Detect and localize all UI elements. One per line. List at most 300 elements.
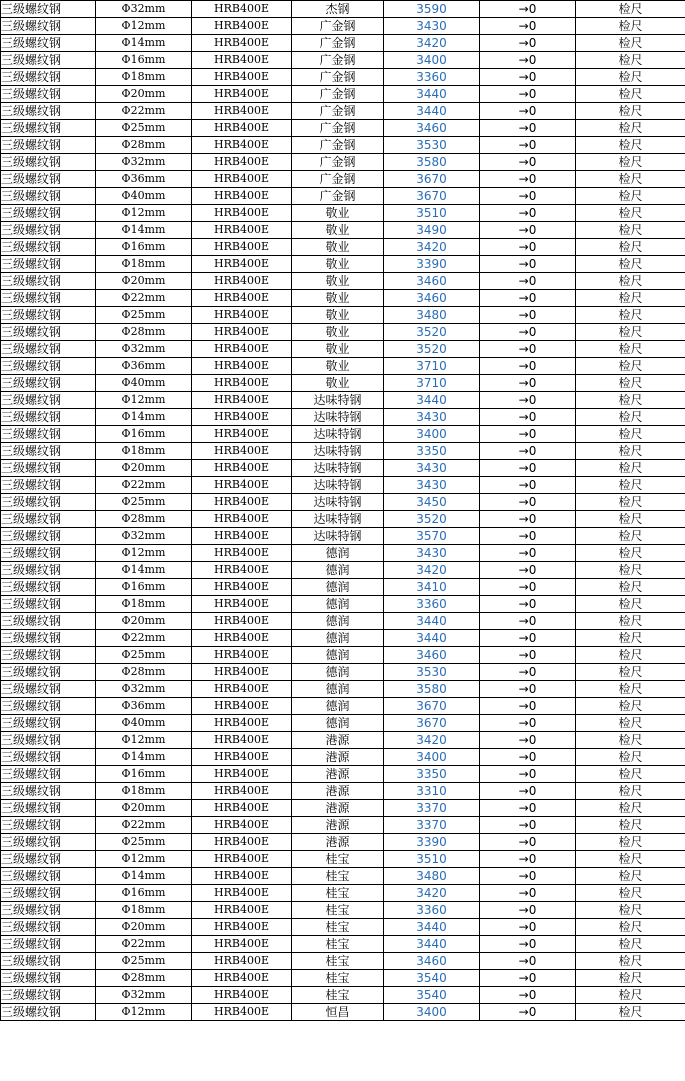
change-cell: →0 (480, 18, 576, 35)
grade-cell: HRB400E (192, 681, 292, 698)
table-row (1, 460, 685, 477)
product-name-cell: 三级螺纹钢 (1, 834, 96, 851)
price-table-body (1, 1, 685, 1021)
mill-cell: 德润 (292, 681, 384, 698)
table-row (1, 154, 685, 171)
product-name-cell: 三级螺纹钢 (1, 732, 96, 749)
table-row (1, 239, 685, 256)
mill-cell: 桂宝 (292, 868, 384, 885)
change-cell: →0 (480, 800, 576, 817)
table-row (1, 936, 685, 953)
product-name-cell: 三级螺纹钢 (1, 154, 96, 171)
product-name-cell: 三级螺纹钢 (1, 545, 96, 562)
mill-cell: 广金钢 (292, 69, 384, 86)
grade-cell: HRB400E (192, 69, 292, 86)
table-row (1, 579, 685, 596)
mill-cell: 港源 (292, 766, 384, 783)
method-cell: 检尺 (576, 902, 685, 919)
mill-cell: 桂宝 (292, 919, 384, 936)
change-cell: →0 (480, 409, 576, 426)
change-cell: →0 (480, 970, 576, 987)
product-name-cell: 三级螺纹钢 (1, 664, 96, 681)
grade-cell: HRB400E (192, 579, 292, 596)
price-cell: 3570 (384, 528, 480, 545)
price-cell: 3540 (384, 970, 480, 987)
price-cell: 3420 (384, 732, 480, 749)
change-cell: →0 (480, 596, 576, 613)
grade-cell: HRB400E (192, 120, 292, 137)
product-name-cell: 三级螺纹钢 (1, 409, 96, 426)
grade-cell: HRB400E (192, 902, 292, 919)
mill-cell: 敬业 (292, 222, 384, 239)
product-name-cell: 三级螺纹钢 (1, 35, 96, 52)
grade-cell: HRB400E (192, 970, 292, 987)
method-cell: 检尺 (576, 375, 685, 392)
change-cell: →0 (480, 715, 576, 732)
table-row (1, 647, 685, 664)
table-row (1, 528, 685, 545)
method-cell: 检尺 (576, 1, 685, 18)
product-name-cell: 三级螺纹钢 (1, 307, 96, 324)
table-row (1, 392, 685, 409)
table-row (1, 18, 685, 35)
grade-cell: HRB400E (192, 936, 292, 953)
price-cell: 3450 (384, 494, 480, 511)
product-name-cell: 三级螺纹钢 (1, 970, 96, 987)
product-name-cell: 三级螺纹钢 (1, 239, 96, 256)
product-name-cell: 三级螺纹钢 (1, 868, 96, 885)
spec-cell: Φ36mm (96, 358, 192, 375)
method-cell: 检尺 (576, 596, 685, 613)
mill-cell: 德润 (292, 562, 384, 579)
method-cell: 检尺 (576, 647, 685, 664)
table-row (1, 1004, 685, 1021)
method-cell: 检尺 (576, 120, 685, 137)
change-cell: →0 (480, 528, 576, 545)
spec-cell: Φ12mm (96, 18, 192, 35)
spec-cell: Φ18mm (96, 69, 192, 86)
table-row (1, 664, 685, 681)
mill-cell: 德润 (292, 613, 384, 630)
mill-cell: 达味特钢 (292, 511, 384, 528)
spec-cell: Φ22mm (96, 290, 192, 307)
price-cell: 3360 (384, 902, 480, 919)
price-cell: 3590 (384, 1, 480, 18)
change-cell: →0 (480, 256, 576, 273)
change-cell: →0 (480, 1004, 576, 1021)
price-cell: 3480 (384, 307, 480, 324)
change-cell: →0 (480, 834, 576, 851)
change-cell: →0 (480, 290, 576, 307)
spec-cell: Φ14mm (96, 562, 192, 579)
product-name-cell: 三级螺纹钢 (1, 647, 96, 664)
price-cell: 3410 (384, 579, 480, 596)
price-cell: 3520 (384, 324, 480, 341)
price-cell: 3360 (384, 596, 480, 613)
price-cell: 3540 (384, 987, 480, 1004)
product-name-cell: 三级螺纹钢 (1, 936, 96, 953)
table-row (1, 69, 685, 86)
spec-cell: Φ16mm (96, 579, 192, 596)
grade-cell: HRB400E (192, 188, 292, 205)
method-cell: 检尺 (576, 715, 685, 732)
grade-cell: HRB400E (192, 630, 292, 647)
change-cell: →0 (480, 545, 576, 562)
table-row (1, 290, 685, 307)
spec-cell: Φ32mm (96, 987, 192, 1004)
table-row (1, 52, 685, 69)
product-name-cell: 三级螺纹钢 (1, 851, 96, 868)
product-name-cell: 三级螺纹钢 (1, 528, 96, 545)
grade-cell: HRB400E (192, 868, 292, 885)
grade-cell: HRB400E (192, 409, 292, 426)
method-cell: 检尺 (576, 783, 685, 800)
price-cell: 3460 (384, 290, 480, 307)
change-cell: →0 (480, 681, 576, 698)
table-row (1, 307, 685, 324)
spec-cell: Φ25mm (96, 494, 192, 511)
change-cell: →0 (480, 426, 576, 443)
product-name-cell: 三级螺纹钢 (1, 222, 96, 239)
method-cell: 检尺 (576, 681, 685, 698)
table-row (1, 834, 685, 851)
method-cell: 检尺 (576, 154, 685, 171)
price-cell: 3520 (384, 511, 480, 528)
spec-cell: Φ25mm (96, 834, 192, 851)
price-cell: 3440 (384, 630, 480, 647)
table-row (1, 885, 685, 902)
product-name-cell: 三级螺纹钢 (1, 919, 96, 936)
method-cell: 检尺 (576, 171, 685, 188)
mill-cell: 广金钢 (292, 171, 384, 188)
spec-cell: Φ28mm (96, 664, 192, 681)
mill-cell: 达味特钢 (292, 528, 384, 545)
product-name-cell: 三级螺纹钢 (1, 1004, 96, 1021)
spec-cell: Φ14mm (96, 35, 192, 52)
price-cell: 3530 (384, 664, 480, 681)
mill-cell: 德润 (292, 579, 384, 596)
change-cell: →0 (480, 154, 576, 171)
price-cell: 3310 (384, 783, 480, 800)
table-row (1, 137, 685, 154)
grade-cell: HRB400E (192, 222, 292, 239)
spec-cell: Φ22mm (96, 630, 192, 647)
grade-cell: HRB400E (192, 919, 292, 936)
table-row (1, 749, 685, 766)
method-cell: 检尺 (576, 205, 685, 222)
grade-cell: HRB400E (192, 358, 292, 375)
table-row (1, 868, 685, 885)
spec-cell: Φ12mm (96, 545, 192, 562)
spec-cell: Φ12mm (96, 392, 192, 409)
spec-cell: Φ18mm (96, 596, 192, 613)
product-name-cell: 三级螺纹钢 (1, 579, 96, 596)
change-cell: →0 (480, 1, 576, 18)
spec-cell: Φ32mm (96, 154, 192, 171)
method-cell: 检尺 (576, 511, 685, 528)
mill-cell: 达味特钢 (292, 460, 384, 477)
price-cell: 3670 (384, 715, 480, 732)
table-row (1, 256, 685, 273)
spec-cell: Φ16mm (96, 239, 192, 256)
grade-cell: HRB400E (192, 511, 292, 528)
change-cell: →0 (480, 137, 576, 154)
change-cell: →0 (480, 749, 576, 766)
table-row (1, 35, 685, 52)
table-row (1, 273, 685, 290)
price-cell: 3430 (384, 460, 480, 477)
method-cell: 检尺 (576, 936, 685, 953)
price-cell: 3440 (384, 919, 480, 936)
product-name-cell: 三级螺纹钢 (1, 69, 96, 86)
spec-cell: Φ14mm (96, 409, 192, 426)
product-name-cell: 三级螺纹钢 (1, 358, 96, 375)
grade-cell: HRB400E (192, 205, 292, 222)
change-cell: →0 (480, 324, 576, 341)
grade-cell: HRB400E (192, 460, 292, 477)
method-cell: 检尺 (576, 749, 685, 766)
table-row (1, 1, 685, 18)
table-row (1, 970, 685, 987)
product-name-cell: 三级螺纹钢 (1, 715, 96, 732)
grade-cell: HRB400E (192, 715, 292, 732)
method-cell: 检尺 (576, 868, 685, 885)
mill-cell: 广金钢 (292, 188, 384, 205)
table-row (1, 919, 685, 936)
price-cell: 3460 (384, 273, 480, 290)
change-cell: →0 (480, 35, 576, 52)
mill-cell: 德润 (292, 715, 384, 732)
spec-cell: Φ40mm (96, 188, 192, 205)
method-cell: 检尺 (576, 409, 685, 426)
method-cell: 检尺 (576, 613, 685, 630)
method-cell: 检尺 (576, 919, 685, 936)
product-name-cell: 三级螺纹钢 (1, 341, 96, 358)
method-cell: 检尺 (576, 460, 685, 477)
spec-cell: Φ12mm (96, 205, 192, 222)
product-name-cell: 三级螺纹钢 (1, 749, 96, 766)
method-cell: 检尺 (576, 953, 685, 970)
price-cell: 3440 (384, 936, 480, 953)
spec-cell: Φ22mm (96, 103, 192, 120)
spec-cell: Φ22mm (96, 936, 192, 953)
change-cell: →0 (480, 817, 576, 834)
change-cell: →0 (480, 579, 576, 596)
price-cell: 3420 (384, 35, 480, 52)
spec-cell: Φ16mm (96, 885, 192, 902)
product-name-cell: 三级螺纹钢 (1, 562, 96, 579)
mill-cell: 敬业 (292, 273, 384, 290)
price-cell: 3430 (384, 18, 480, 35)
table-row (1, 103, 685, 120)
grade-cell: HRB400E (192, 817, 292, 834)
price-cell: 3370 (384, 817, 480, 834)
spec-cell: Φ20mm (96, 460, 192, 477)
table-row (1, 375, 685, 392)
spec-cell: Φ36mm (96, 698, 192, 715)
price-cell: 3440 (384, 103, 480, 120)
price-cell: 3360 (384, 69, 480, 86)
mill-cell: 达味特钢 (292, 392, 384, 409)
change-cell: →0 (480, 171, 576, 188)
product-name-cell: 三级螺纹钢 (1, 171, 96, 188)
table-row (1, 596, 685, 613)
mill-cell: 广金钢 (292, 52, 384, 69)
method-cell: 检尺 (576, 630, 685, 647)
table-row (1, 630, 685, 647)
spec-cell: Φ28mm (96, 511, 192, 528)
table-row (1, 562, 685, 579)
method-cell: 检尺 (576, 239, 685, 256)
method-cell: 检尺 (576, 664, 685, 681)
spec-cell: Φ32mm (96, 681, 192, 698)
product-name-cell: 三级螺纹钢 (1, 953, 96, 970)
price-cell: 3530 (384, 137, 480, 154)
mill-cell: 德润 (292, 647, 384, 664)
table-row (1, 426, 685, 443)
spec-cell: Φ25mm (96, 953, 192, 970)
grade-cell: HRB400E (192, 953, 292, 970)
method-cell: 检尺 (576, 341, 685, 358)
product-name-cell: 三级螺纹钢 (1, 52, 96, 69)
change-cell: →0 (480, 494, 576, 511)
grade-cell: HRB400E (192, 732, 292, 749)
method-cell: 检尺 (576, 35, 685, 52)
change-cell: →0 (480, 562, 576, 579)
mill-cell: 广金钢 (292, 103, 384, 120)
price-cell: 3440 (384, 392, 480, 409)
method-cell: 检尺 (576, 86, 685, 103)
change-cell: →0 (480, 103, 576, 120)
method-cell: 检尺 (576, 817, 685, 834)
spec-cell: Φ18mm (96, 783, 192, 800)
table-row (1, 681, 685, 698)
price-cell: 3710 (384, 375, 480, 392)
grade-cell: HRB400E (192, 987, 292, 1004)
mill-cell: 达味特钢 (292, 443, 384, 460)
grade-cell: HRB400E (192, 494, 292, 511)
change-cell: →0 (480, 664, 576, 681)
table-row (1, 800, 685, 817)
change-cell: →0 (480, 885, 576, 902)
price-cell: 3400 (384, 749, 480, 766)
method-cell: 检尺 (576, 477, 685, 494)
grade-cell: HRB400E (192, 851, 292, 868)
table-row (1, 545, 685, 562)
table-row (1, 987, 685, 1004)
change-cell: →0 (480, 511, 576, 528)
grade-cell: HRB400E (192, 783, 292, 800)
method-cell: 检尺 (576, 698, 685, 715)
mill-cell: 桂宝 (292, 885, 384, 902)
mill-cell: 德润 (292, 664, 384, 681)
price-cell: 3510 (384, 205, 480, 222)
grade-cell: HRB400E (192, 35, 292, 52)
grade-cell: HRB400E (192, 86, 292, 103)
spec-cell: Φ12mm (96, 851, 192, 868)
change-cell: →0 (480, 783, 576, 800)
product-name-cell: 三级螺纹钢 (1, 613, 96, 630)
grade-cell: HRB400E (192, 545, 292, 562)
grade-cell: HRB400E (192, 426, 292, 443)
change-cell: →0 (480, 987, 576, 1004)
mill-cell: 敬业 (292, 256, 384, 273)
grade-cell: HRB400E (192, 596, 292, 613)
table-row (1, 86, 685, 103)
mill-cell: 桂宝 (292, 902, 384, 919)
grade-cell: HRB400E (192, 834, 292, 851)
table-row (1, 409, 685, 426)
grade-cell: HRB400E (192, 290, 292, 307)
mill-cell: 港源 (292, 749, 384, 766)
price-cell: 3710 (384, 358, 480, 375)
spec-cell: Φ32mm (96, 528, 192, 545)
table-row (1, 205, 685, 222)
spec-cell: Φ28mm (96, 970, 192, 987)
mill-cell: 广金钢 (292, 154, 384, 171)
change-cell: →0 (480, 52, 576, 69)
change-cell: →0 (480, 919, 576, 936)
spec-cell: Φ20mm (96, 613, 192, 630)
grade-cell: HRB400E (192, 749, 292, 766)
product-name-cell: 三级螺纹钢 (1, 188, 96, 205)
table-row (1, 613, 685, 630)
change-cell: →0 (480, 86, 576, 103)
grade-cell: HRB400E (192, 647, 292, 664)
spec-cell: Φ18mm (96, 443, 192, 460)
mill-cell: 敬业 (292, 341, 384, 358)
grade-cell: HRB400E (192, 800, 292, 817)
table-row (1, 953, 685, 970)
grade-cell: HRB400E (192, 528, 292, 545)
mill-cell: 广金钢 (292, 18, 384, 35)
method-cell: 检尺 (576, 766, 685, 783)
mill-cell: 广金钢 (292, 86, 384, 103)
price-cell: 3350 (384, 766, 480, 783)
product-name-cell: 三级螺纹钢 (1, 800, 96, 817)
change-cell: →0 (480, 902, 576, 919)
price-cell: 3520 (384, 341, 480, 358)
mill-cell: 港源 (292, 800, 384, 817)
method-cell: 检尺 (576, 1004, 685, 1021)
product-name-cell: 三级螺纹钢 (1, 290, 96, 307)
grade-cell: HRB400E (192, 103, 292, 120)
grade-cell: HRB400E (192, 256, 292, 273)
product-name-cell: 三级螺纹钢 (1, 511, 96, 528)
method-cell: 检尺 (576, 392, 685, 409)
method-cell: 检尺 (576, 307, 685, 324)
table-row (1, 511, 685, 528)
mill-cell: 桂宝 (292, 936, 384, 953)
product-name-cell: 三级螺纹钢 (1, 885, 96, 902)
grade-cell: HRB400E (192, 766, 292, 783)
mill-cell: 广金钢 (292, 35, 384, 52)
price-cell: 3390 (384, 256, 480, 273)
method-cell: 检尺 (576, 987, 685, 1004)
change-cell: →0 (480, 732, 576, 749)
change-cell: →0 (480, 460, 576, 477)
table-row (1, 783, 685, 800)
spec-cell: Φ25mm (96, 307, 192, 324)
change-cell: →0 (480, 698, 576, 715)
grade-cell: HRB400E (192, 137, 292, 154)
change-cell: →0 (480, 851, 576, 868)
change-cell: →0 (480, 868, 576, 885)
price-cell: 3420 (384, 562, 480, 579)
spec-cell: Φ14mm (96, 868, 192, 885)
price-cell: 3400 (384, 52, 480, 69)
product-name-cell: 三级螺纹钢 (1, 103, 96, 120)
